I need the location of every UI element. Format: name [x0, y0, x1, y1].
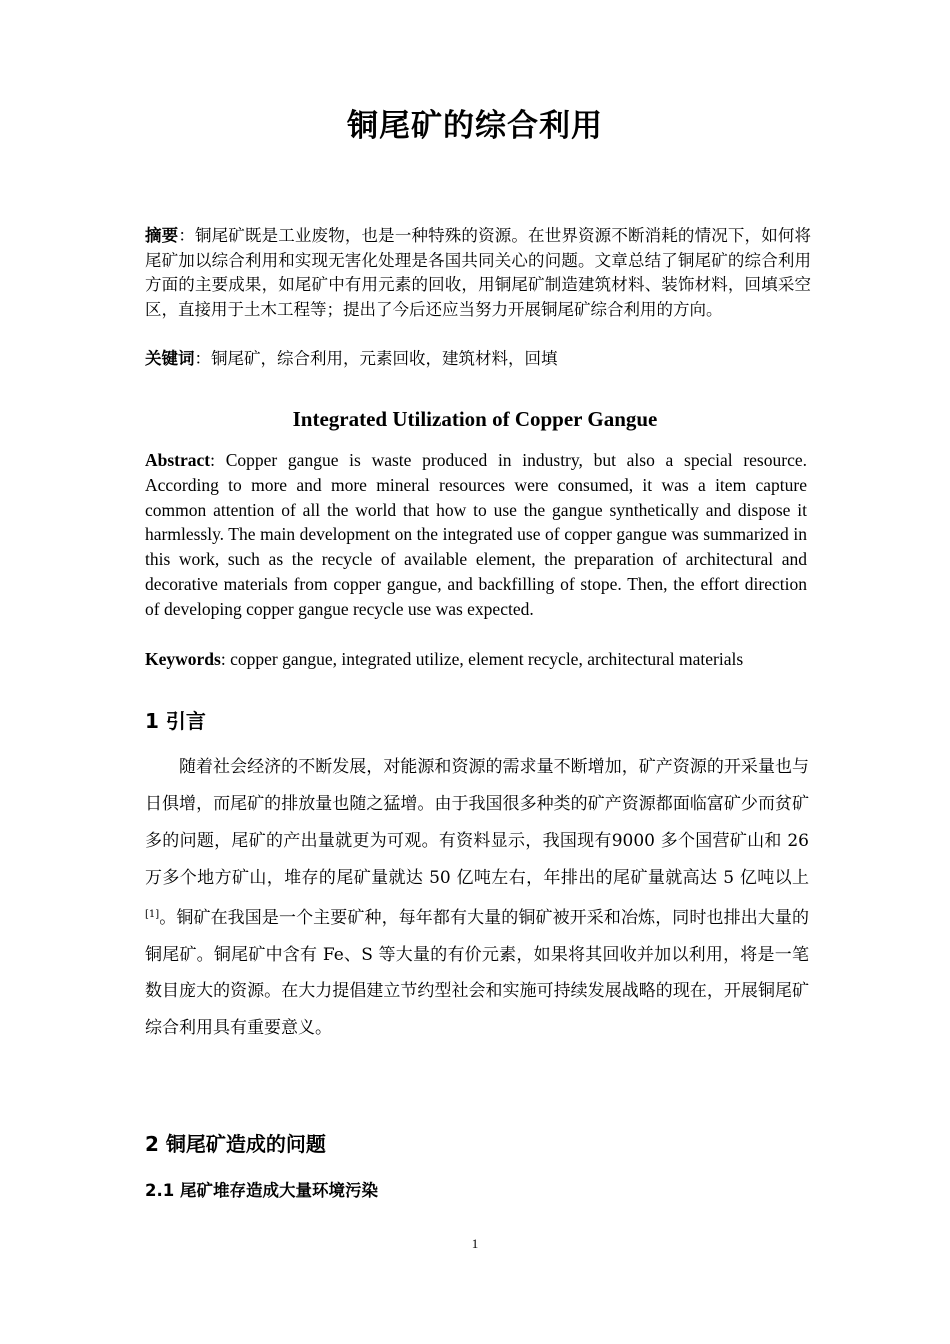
- paragraph-text-after-citation: 。铜矿在我国是一个主要矿种，每年都有大量的铜矿被开采和冶炼，同时也排出大量的铜尾矿。铜尾矿中含有 Fe、S 等大量的有价元素，如果将其回收并加以利用，将是一笔数目庞大的资源。在大力提倡建立节约型社会和实施可持续发展战略的现在，开展铜尾矿综合利用具有重要意义。: [145, 907, 809, 1039]
- chinese-abstract-separator: ：: [178, 226, 195, 245]
- citation-reference[interactable]: [1]: [145, 908, 160, 920]
- english-abstract-separator: :: [210, 450, 226, 470]
- english-keywords: [145, 647, 825, 672]
- page-number: 1: [471, 1236, 479, 1251]
- chinese-abstract-text: 铜尾矿既是工业废物，也是一种特殊的资源。在世界资源不断消耗的情况下，如何将尾矿加以综合利用和实现无害化处理是各国共同关心的问题。文章总结了铜尾矿的综合利用方面的主要成果，如尾矿中有用元素的回收，用铜尾矿制造建筑材料、装饰材料，回填采空区，直接用于土木工程等；提出了今后还应当努力开展铜尾矿综合利用的方向。: [145, 226, 812, 319]
- chinese-keywords-label: 关键词: [145, 349, 195, 368]
- english-keywords-label: Keywords: [145, 649, 221, 669]
- chinese-keywords: [145, 347, 811, 371]
- section-2-heading: 2 铜尾矿造成的问题: [145, 1132, 326, 1156]
- english-abstract-label: Abstract: [145, 450, 211, 470]
- section-1-paragraph: [145, 749, 809, 1047]
- document-title: 铜尾矿的综合利用: [347, 108, 603, 144]
- section-1-heading: 1 引言: [145, 709, 206, 733]
- paragraph-text-before-citation: 随着社会经济的不断发展，对能源和资源的需求量不断增加，矿产资源的开采量也与日俱增，而尾矿的排放量也随之猛增。由于我国很多种类的矿产资源都面临富矿少而贫矿多的问题，尾矿的产出量就更为可观。有资料显示，我国现有9000 多个国营矿山和 26 万多个地方矿山，堆存的尾矿量就达 50 亿吨左右，年排出的尾矿量就高达 5 亿吨以上: [145, 757, 809, 888]
- english-keywords-text: copper gangue, integrated utilize, element recycle, architectural materials: [230, 649, 744, 669]
- section-2-1-heading: 2.1 尾矿堆存造成大量环境污染: [145, 1181, 378, 1200]
- english-abstract-text: Copper gangue is waste produced in industry, but also a special resource. According to more and more mineral resources were consumed, it was a item capture common attention of all the world that how to use the gangue synthetically and dispose it harmlessly. The main development on the integrated use of copper gangue was summarized in this work, such as the recycle of available element, the preparation of architectural and decorative materials from copper gangue, and backfilling of stope. Then, the effort direction of developing copper gangue recycle use was expected.: [145, 450, 807, 619]
- chinese-abstract-label: 摘要: [145, 226, 179, 245]
- english-abstract: [145, 448, 807, 622]
- english-title: Integrated Utilization of Copper Gangue: [292, 407, 658, 431]
- english-keywords-separator: :: [220, 649, 231, 669]
- chinese-abstract: [145, 224, 811, 322]
- chinese-keywords-separator: ：: [194, 349, 211, 368]
- chinese-keywords-text: 铜尾矿，综合利用，元素回收，建筑材料，回填: [211, 349, 558, 368]
